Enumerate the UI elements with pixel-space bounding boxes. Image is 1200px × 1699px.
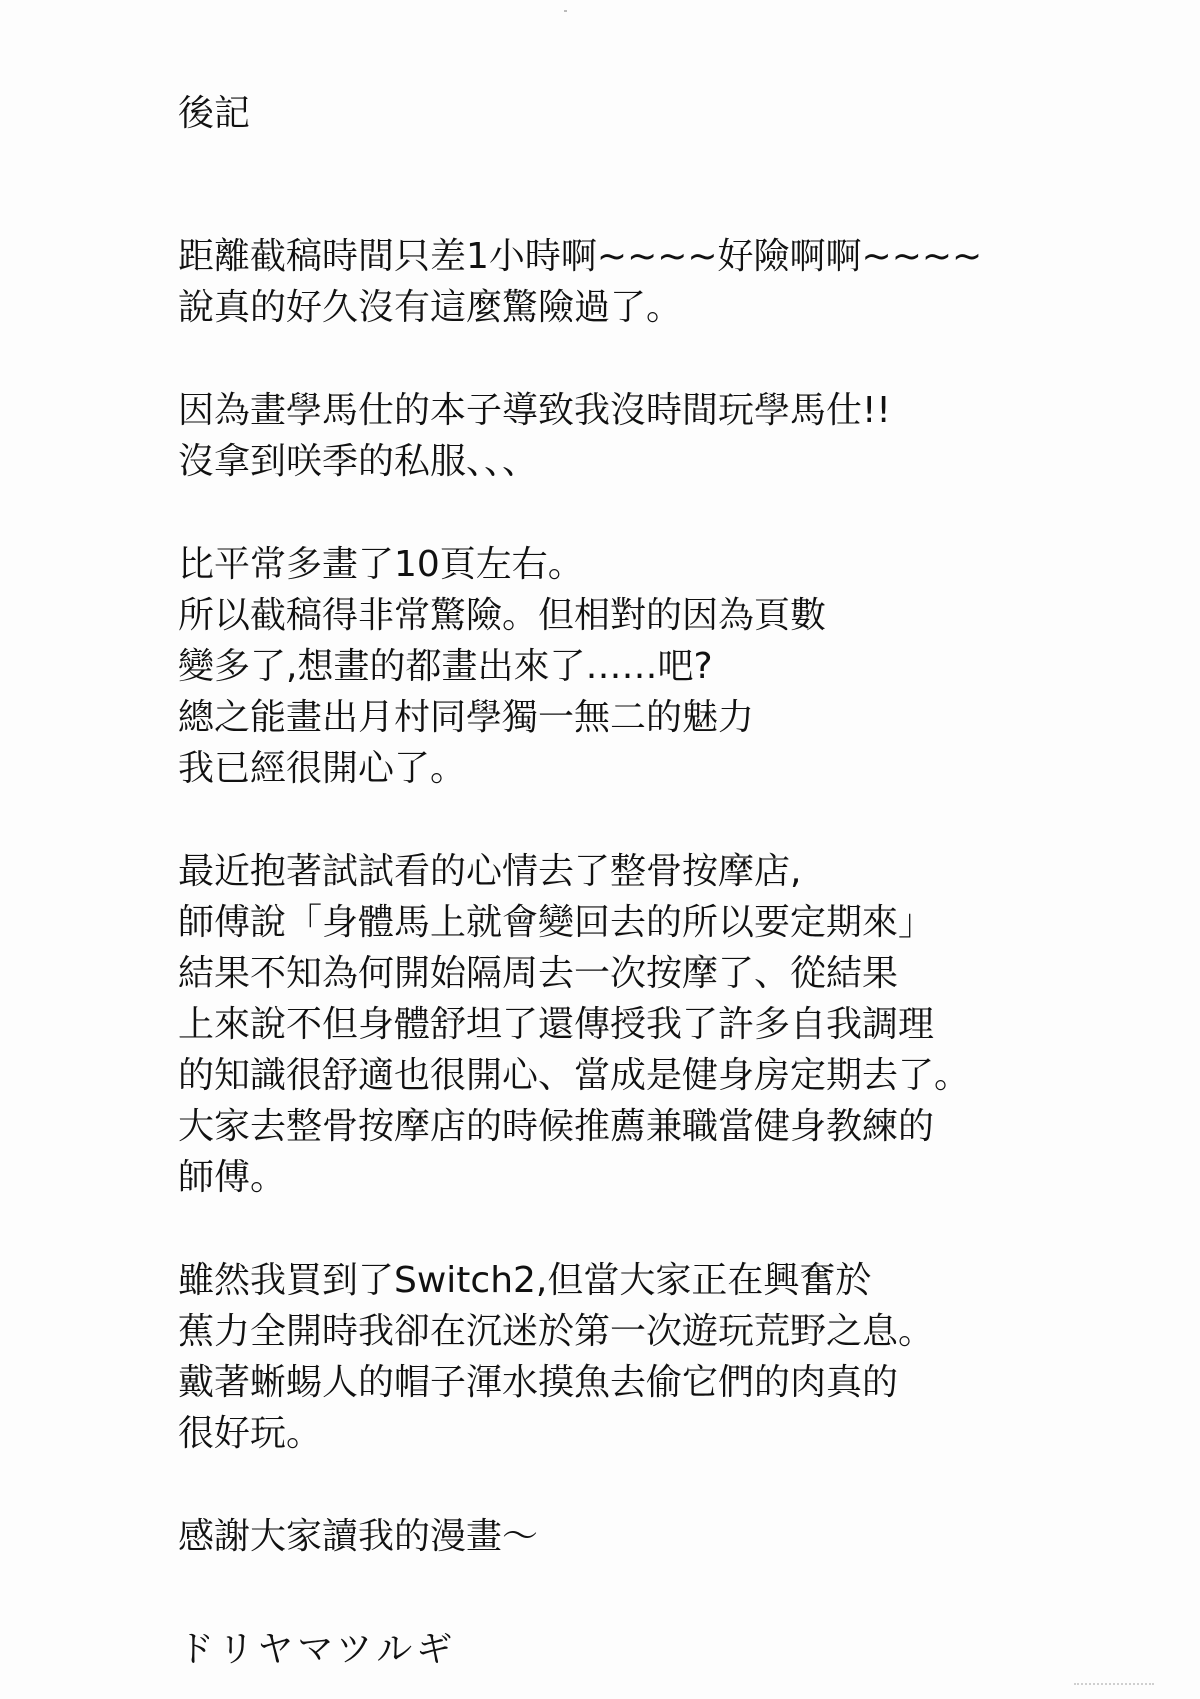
afterword-text-block bbox=[178, 88, 1178, 1675]
text-line: 結果不知為何開始隔周去一次按摩了、從結果 bbox=[178, 953, 899, 994]
text-line: 感謝大家讀我的漫畫〜 bbox=[178, 1516, 539, 1557]
text-line: 我已經很開心了。 bbox=[178, 748, 467, 789]
paragraph-pages bbox=[178, 539, 1178, 794]
text-line: 因為畫學馬仕的本子導致我沒時間玩學馬仕!! bbox=[178, 390, 891, 431]
spacer bbox=[178, 487, 1178, 539]
spacer bbox=[178, 1203, 1178, 1255]
text-line: 總之能畫出月村同學獨一無二的魅力 bbox=[178, 697, 755, 738]
spacer bbox=[178, 333, 1178, 385]
spacer bbox=[178, 1562, 1178, 1624]
spacer bbox=[178, 794, 1178, 846]
paragraph-deadline bbox=[178, 231, 1178, 333]
spacer bbox=[178, 139, 1178, 231]
afterword-title: 後記 bbox=[178, 93, 251, 134]
text-line: 比平常多畫了10頁左右。 bbox=[178, 544, 584, 585]
text-line: 距離截稿時間只差1小時啊~~~~好險啊啊~~~~ bbox=[178, 236, 983, 277]
text-line: 很好玩。 bbox=[178, 1413, 323, 1454]
paragraph-game bbox=[178, 385, 1178, 487]
text-line: 的知識很舒適也很開心、當成是健身房定期去了。 bbox=[178, 1055, 971, 1096]
text-line: 蕉力全開時我卻在沉迷於第一次遊玩荒野之息。 bbox=[178, 1311, 935, 1352]
text-line: 說真的好久沒有這麼驚險過了。 bbox=[178, 287, 683, 328]
scan-artifact bbox=[564, 10, 567, 12]
text-line: 戴著蜥蜴人的帽子渾水摸魚去偷它們的肉真的 bbox=[178, 1362, 899, 1403]
paragraph-massage bbox=[178, 846, 1178, 1203]
text-line: 師傅。 bbox=[178, 1157, 287, 1198]
text-line: 師傅說「身體馬上就會變回去的所以要定期來」 bbox=[178, 902, 935, 943]
text-line: 最近抱著試試看的心情去了整骨按摩店, bbox=[178, 851, 802, 892]
paragraph-thanks bbox=[178, 1511, 1178, 1562]
scan-artifact bbox=[1074, 1683, 1154, 1689]
text-line: 變多了,想畫的都畫出來了……吧? bbox=[178, 646, 713, 687]
text-line: 所以截稿得非常驚險。但相對的因為頁數 bbox=[178, 595, 827, 636]
spacer bbox=[178, 1459, 1178, 1511]
text-line: 沒拿到咲季的私服、、、 bbox=[178, 441, 539, 482]
author-signature: ドリヤマツルギ bbox=[178, 1629, 457, 1670]
text-line: 上來說不但身體舒坦了還傳授我了許多自我調理 bbox=[178, 1004, 935, 1045]
text-line: 雖然我買到了Switch2,但當大家正在興奮於 bbox=[178, 1260, 872, 1301]
paragraph-switch bbox=[178, 1255, 1178, 1459]
text-line: 大家去整骨按摩店的時候推薦兼職當健身教練的 bbox=[178, 1106, 935, 1147]
